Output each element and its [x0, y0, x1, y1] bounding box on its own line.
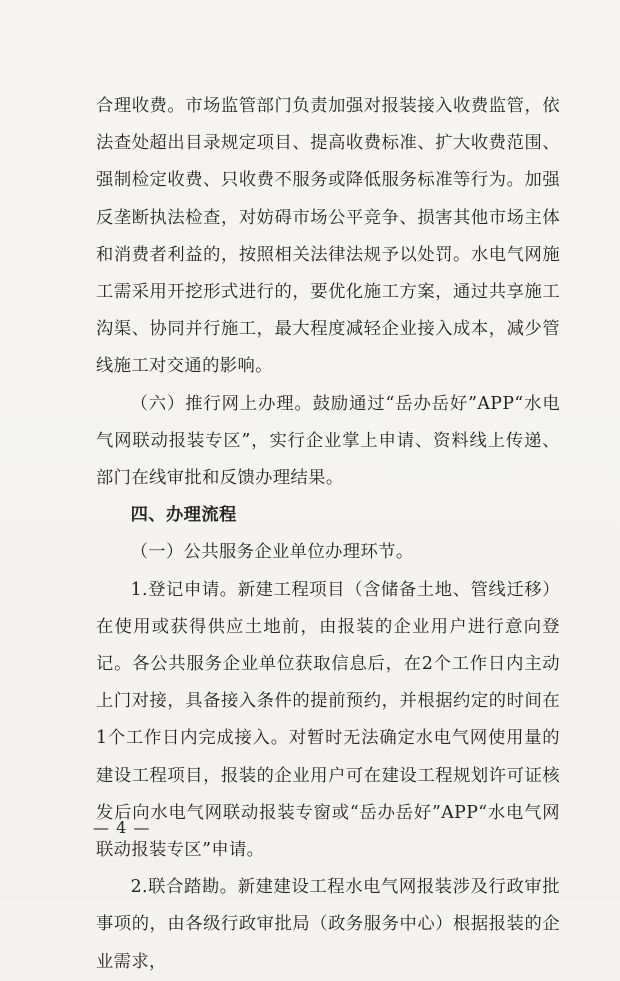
document-body: [96, 88, 560, 981]
paragraph-joint-survey: 2.联合踏勘。新建建设工程水电气网报装涉及行政审批事项的，由各级行政审批局（政务服务中心）根据报装的企业需求，: [96, 877, 560, 972]
subheading-public-service: （一）公共服务企业单位办理环节。: [130, 542, 414, 563]
section-heading-process: 四、办理流程: [130, 505, 237, 526]
page-number: — 4 —: [93, 818, 151, 837]
paragraph-fee-supervision: 合理收费。市场监管部门负责加强对报装接入收费监管，依法查处超出目录规定项目、提高收费标准、扩大收费范围、强制检定收费、只收费不服务或降低服务标准等行为。加强反垄断执法检查，对妨碍市场公平竞争、损害其他市场主体和消费者利益的，按照相关法律法规予以处罚。水电气网施工需采用开挖形式进行的，要优化施工方案，通过共享施工沟渠、协同并行施工，最大程度减轻企业接入成本，减少管线施工对交通的影响。: [96, 96, 560, 377]
paragraph-online-processing: （六）推行网上办理。鼓励通过“岳办岳好”APP“水电气网联动报装专区”，实行企业掌上申请、资料线上传递、部门在线审批和反馈办理结果。: [96, 393, 560, 489]
paragraph-registration: 1.登记申请。新建工程项目（含储备土地、管线迁移）在使用或获得供应土地前，由报装的企业用户进行意向登记。各公共服务企业单位获取信息后，在2个工作日内主动上门对接，具备接入条件的提前预约，并根据约定的时间在1个工作日内完成接入。对暂时无法确定水电气网使用量的建设工程项目，报装的企业用户可在建设工程规划许可证核发后向水电气网联动报装专窗或“岳办岳好”APP“水电气网联动报装专区”申请。: [96, 579, 560, 861]
